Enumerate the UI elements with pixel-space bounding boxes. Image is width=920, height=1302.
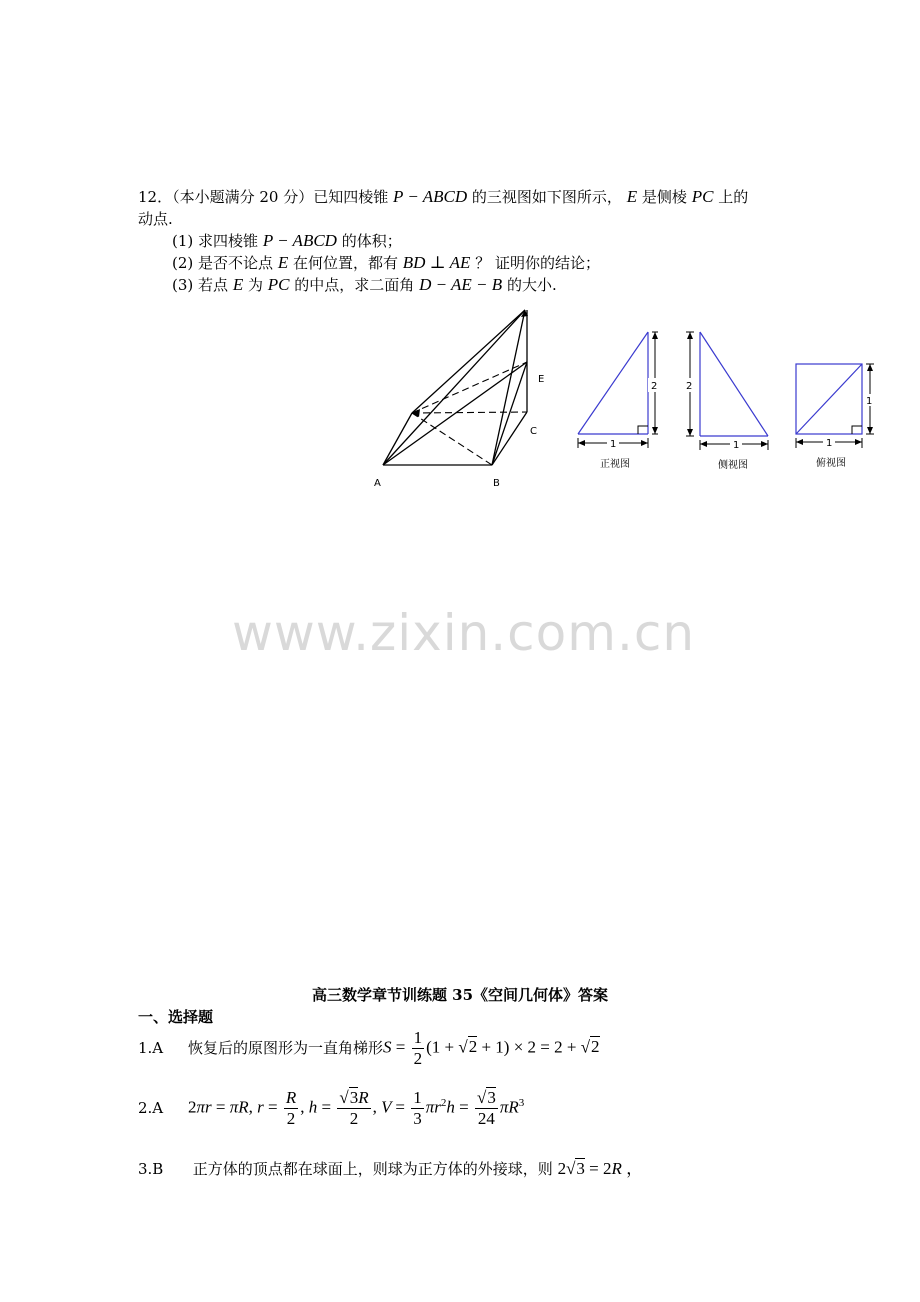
question-3 xyxy=(172,274,557,296)
problem-intro: 12．（本小题满分 20 分）已知四棱锥 xyxy=(138,188,389,206)
answer-2 xyxy=(138,1086,524,1130)
edge-db xyxy=(412,413,492,465)
arrow-left-icon xyxy=(796,439,803,445)
top-width-label: 1 xyxy=(826,438,833,449)
side-width-label: 1 xyxy=(733,440,740,451)
answer-1-formula: S = $\frac{1}{2}$ (1 + √2 + 1) × 2 = 2 + √2 xyxy=(383,1027,600,1068)
answer-1-text: 恢复后的原图形为一直角梯形 xyxy=(188,1039,384,1057)
top-view xyxy=(790,356,890,476)
top-view-caption: 俯视图 xyxy=(816,458,846,469)
arrow-left-icon xyxy=(700,441,707,447)
point-e: E xyxy=(626,187,638,206)
answer-3-text: 正方体的顶点都在球面上，则球为正方体的外接球，则 xyxy=(192,1160,553,1178)
q2-e: E xyxy=(277,253,289,272)
front-view-caption: 正视图 xyxy=(600,459,630,470)
watermark: www.zixin.com.cn xyxy=(232,604,696,662)
answer-3-number: 3.B xyxy=(138,1160,164,1178)
edge-ae xyxy=(383,362,527,465)
top-height-label: 1 xyxy=(866,396,873,407)
intro-end: 上的 xyxy=(718,188,749,206)
q1-suffix: 的体积； xyxy=(341,232,402,250)
label-e: E xyxy=(538,374,545,385)
q3-pc: PC xyxy=(267,275,290,294)
question-2 xyxy=(172,252,600,274)
intro-mid2: 是侧棱 xyxy=(641,188,687,206)
side-height-label: 2 xyxy=(686,381,693,392)
section-heading: 一、选择题 xyxy=(138,1008,214,1026)
edge-bp xyxy=(492,310,525,465)
answer-2-number: 2.A xyxy=(138,1099,164,1117)
answer-1 xyxy=(138,1026,600,1070)
arrow-up-icon xyxy=(687,332,693,339)
q2-suffix: ？ 证明你的结论； xyxy=(475,254,600,272)
answer-3-formula: 2√3 = 2R ， xyxy=(557,1159,644,1178)
q2-math: BD ⊥ AE xyxy=(402,253,471,272)
arrow-left-icon xyxy=(578,440,585,446)
arrow-right-icon xyxy=(641,440,648,446)
side-hypotenuse xyxy=(700,332,768,436)
front-height-label: 2 xyxy=(651,381,658,392)
answer-2-formula: 2πr = πR, r = $\frac{R}{2}$ , h = $\frac{√3R}{2}$ , V = $\frac{1}{3}$ $\pi r^2h$ = $\frac{√3}{24}$ $\pi R^3$ xyxy=(188,1087,525,1128)
answers-title: 高三数学章节训练题 35《空间几何体》答案 xyxy=(311,986,609,1004)
q3-mid2: 的中点，求二面角 xyxy=(294,276,415,294)
right-angle-mark xyxy=(852,426,862,434)
pyramid-figure xyxy=(370,300,560,486)
problem-line-2: 动点. xyxy=(138,210,173,228)
q3-prefix: (3) 若点 xyxy=(172,276,229,294)
question-1 xyxy=(172,230,402,252)
top-diagonal xyxy=(796,364,862,434)
edge-pc: PC xyxy=(691,187,714,206)
q1-prefix: (1) 求四棱锥 xyxy=(172,232,259,250)
arrow-up-icon xyxy=(867,364,873,371)
problem-line-1 xyxy=(138,186,748,208)
q2-mid: 在何位置，都有 xyxy=(292,254,398,272)
side-view-caption: 侧视图 xyxy=(718,460,748,471)
q3-e: E xyxy=(232,275,244,294)
label-b: B xyxy=(493,478,500,486)
answer-1-number: 1.A xyxy=(138,1039,164,1057)
right-angle-mark xyxy=(638,426,648,434)
q3-math: D − AE − B xyxy=(419,275,503,294)
front-hypotenuse xyxy=(578,332,648,434)
arrow-down-icon xyxy=(867,427,873,434)
pyramid-name: P − ABCD xyxy=(393,187,468,206)
q1-math: P − ABCD xyxy=(262,231,337,250)
edge-ap xyxy=(383,310,525,465)
arrow-right-icon xyxy=(761,441,768,447)
intro-mid: 的三视图如下图所示， xyxy=(471,188,622,206)
label-c: C xyxy=(530,426,537,437)
front-width-label: 1 xyxy=(610,439,617,450)
arrow-right-icon xyxy=(855,439,862,445)
answer-3 xyxy=(138,1158,643,1180)
q3-mid: 为 xyxy=(247,276,263,294)
edge-be xyxy=(492,362,527,465)
edge-dp xyxy=(412,310,525,413)
arrow-down-icon xyxy=(652,427,658,434)
side-view xyxy=(682,326,782,476)
label-a: A xyxy=(374,478,381,486)
arrow-up-icon xyxy=(652,332,658,339)
arrow-down-icon xyxy=(687,429,693,436)
q3-suffix: 的大小. xyxy=(506,276,557,294)
front-view xyxy=(572,326,672,476)
q2-prefix: (2) 是否不论点 xyxy=(172,254,274,272)
